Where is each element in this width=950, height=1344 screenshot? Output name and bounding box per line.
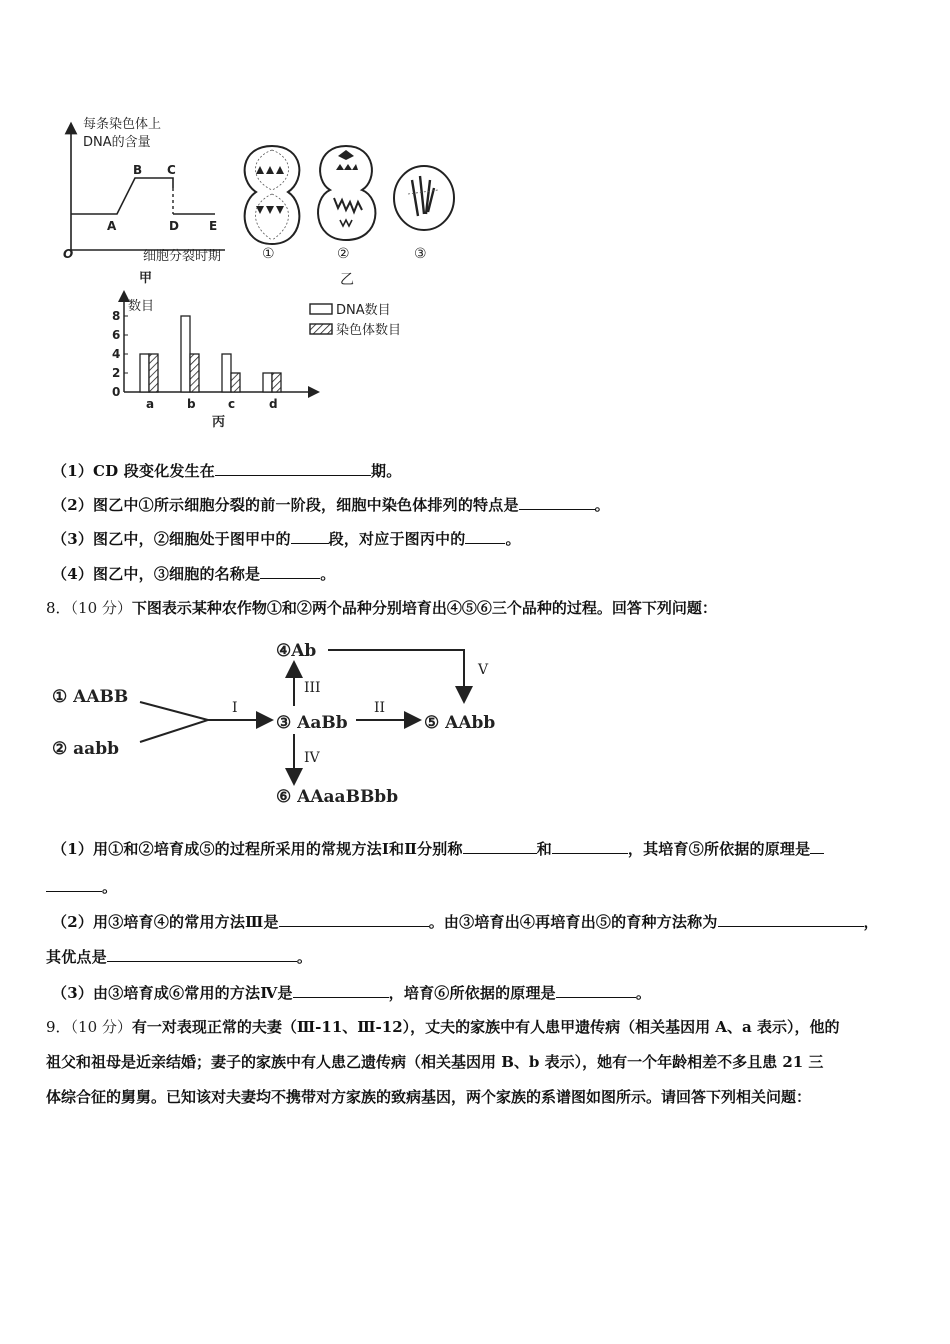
- bing-y-tick: 0: [112, 385, 121, 399]
- node-2: ② aabb: [52, 739, 119, 759]
- legend-chrom-label: 染色体数目: [336, 323, 402, 338]
- label-v: V: [478, 662, 489, 678]
- yi-cell-label-3: ③: [414, 246, 427, 262]
- q8-blank-1b[interactable]: [552, 839, 628, 854]
- legend-dna-swatch: [310, 304, 332, 314]
- legend-chrom-swatch: [310, 324, 332, 334]
- q9-line2: 祖父和祖母是近亲结婚；妻子的家族中有人患乙遗传病（相关基因用 B、b 表示），她有一个年龄相差不多且患 21 三: [46, 1053, 824, 1071]
- jia-point-d: D: [169, 219, 179, 233]
- bing-category-b: b: [187, 397, 196, 411]
- jia-point-e: E: [209, 219, 218, 233]
- node-5: ⑤ AAbb: [424, 713, 496, 733]
- q8-blank-1c-cont[interactable]: [46, 877, 102, 892]
- q7-blank-4[interactable]: [260, 564, 320, 579]
- q8-blank-3b[interactable]: [556, 983, 636, 998]
- bar-dna-c: [222, 354, 231, 392]
- q8-breeding-diagram: [48, 630, 518, 820]
- q8-sub2: （2）用③培育④的常用方法Ⅲ是 。由③培育出④再培育出⑤的育种方法称为 ，: [52, 913, 879, 931]
- q8-blank-2b[interactable]: [718, 912, 864, 927]
- cell-1: [245, 146, 300, 244]
- figure-yi-cells: [236, 140, 466, 290]
- bing-y-tick: 8: [112, 309, 121, 323]
- q8-blank-2a[interactable]: [279, 912, 429, 927]
- bing-category-a: a: [146, 397, 155, 411]
- bar-dna-b: [181, 316, 190, 392]
- q9-line1: 9．（10 分）有一对表现正常的夫妻（Ⅲ-11、Ⅲ-12），丈夫的家族中有人患甲遗传病（相关基因用 A、a 表示），他的: [46, 1018, 840, 1036]
- yi-caption: 乙: [340, 272, 354, 288]
- q7-sub2: （2）图乙中①所示细胞分裂的前一阶段，细胞中染色体排列的特点是 。: [52, 496, 610, 514]
- bing-caption: 丙: [212, 415, 226, 430]
- bar-chrom-c: [231, 373, 240, 392]
- q7-sub1: （1）CD 段变化发生在 期。: [52, 462, 402, 480]
- jia-x-label: 细胞分裂时期: [143, 249, 222, 264]
- arrow-v: [328, 650, 464, 700]
- q8-sub1: （1）用①和②培育成⑤的过程所采用的常规方法Ⅰ和Ⅱ分别称 和 ，其培育⑤所依据的原理是: [52, 838, 824, 859]
- bing-y-ticks: [112, 309, 128, 399]
- q7-sub4: （4）图乙中，③细胞的名称是 。: [52, 565, 336, 583]
- bar-dna-d: [263, 373, 272, 392]
- cell-3: [394, 166, 454, 230]
- bar-chrom-a: [149, 354, 158, 392]
- bing-y-label: 数目: [128, 299, 155, 314]
- q7-blank-1[interactable]: [215, 461, 371, 476]
- yi-cell-label-1: ①: [262, 246, 275, 262]
- bar-chrom-d: [272, 373, 281, 392]
- q8-sub3: （3）由③培育成⑥常用的方法Ⅳ是 ，培育⑥所依据的原理是 。: [52, 984, 652, 1002]
- yi-cell-label-2: ②: [337, 246, 350, 262]
- merge-lines: [140, 702, 208, 742]
- cell-2: [318, 146, 375, 240]
- q9-line3: 体综合征的舅舅。已知该对夫妻均不携带对方家族的致病基因，两个家族的系谱图如图所示。请回答下列相关问题：: [46, 1088, 812, 1106]
- bing-y-tick: 4: [112, 347, 121, 361]
- figure-jia-graph: [55, 108, 245, 288]
- q7-blank-3b[interactable]: [465, 529, 505, 544]
- q7-blank-3a[interactable]: [291, 529, 329, 544]
- bing-y-tick: 2: [112, 366, 121, 380]
- label-iii: III: [304, 680, 321, 696]
- bing-category-c: c: [228, 397, 236, 411]
- q8-sub1-cont: 。: [46, 876, 117, 897]
- bar-chrom-b: [190, 354, 199, 392]
- node-1: ① AABB: [52, 687, 129, 707]
- node-4: ④Ab: [276, 641, 317, 661]
- label-iv: IV: [304, 750, 320, 766]
- q8-stem: 8．（10 分）下图表示某种农作物①和②两个品种分别培育出④⑤⑥三个品种的过程。回答下列问题：: [46, 599, 717, 617]
- bar-dna-a: [140, 354, 149, 392]
- bing-categories: [146, 397, 278, 411]
- bing-bars: [140, 316, 281, 392]
- jia-y-label-2: DNA的含量: [83, 135, 151, 150]
- q8-blank-1c[interactable]: [810, 839, 824, 854]
- label-i: I: [232, 700, 238, 716]
- jia-caption: 甲: [139, 271, 153, 286]
- bing-y-tick: 6: [112, 328, 121, 342]
- q8-blank-2c[interactable]: [107, 947, 297, 962]
- q8-sub2-cont: 其优点是 。: [46, 948, 313, 966]
- node-6: ⑥ AAaaBBbb: [276, 787, 399, 807]
- legend-dna-label: DNA数目: [336, 303, 391, 318]
- q8-blank-1a[interactable]: [463, 839, 537, 854]
- label-ii: II: [374, 700, 386, 716]
- q8-blank-3a[interactable]: [293, 983, 389, 998]
- figure-bing-chart: [104, 288, 434, 436]
- jia-y-label-1: 每条染色体上: [83, 117, 162, 132]
- bing-category-d: d: [269, 397, 278, 411]
- jia-origin: O: [63, 247, 74, 261]
- q7-sub3: （3）图乙中，②细胞处于图甲中的 段，对应于图丙中的 。: [52, 530, 521, 548]
- q7-blank-2[interactable]: [519, 495, 595, 510]
- jia-point-a: A: [107, 219, 117, 233]
- node-3: ③ AaBb: [276, 713, 348, 733]
- jia-point-b: B: [133, 163, 143, 177]
- jia-point-c: C: [167, 163, 176, 177]
- jia-curve: [71, 178, 173, 214]
